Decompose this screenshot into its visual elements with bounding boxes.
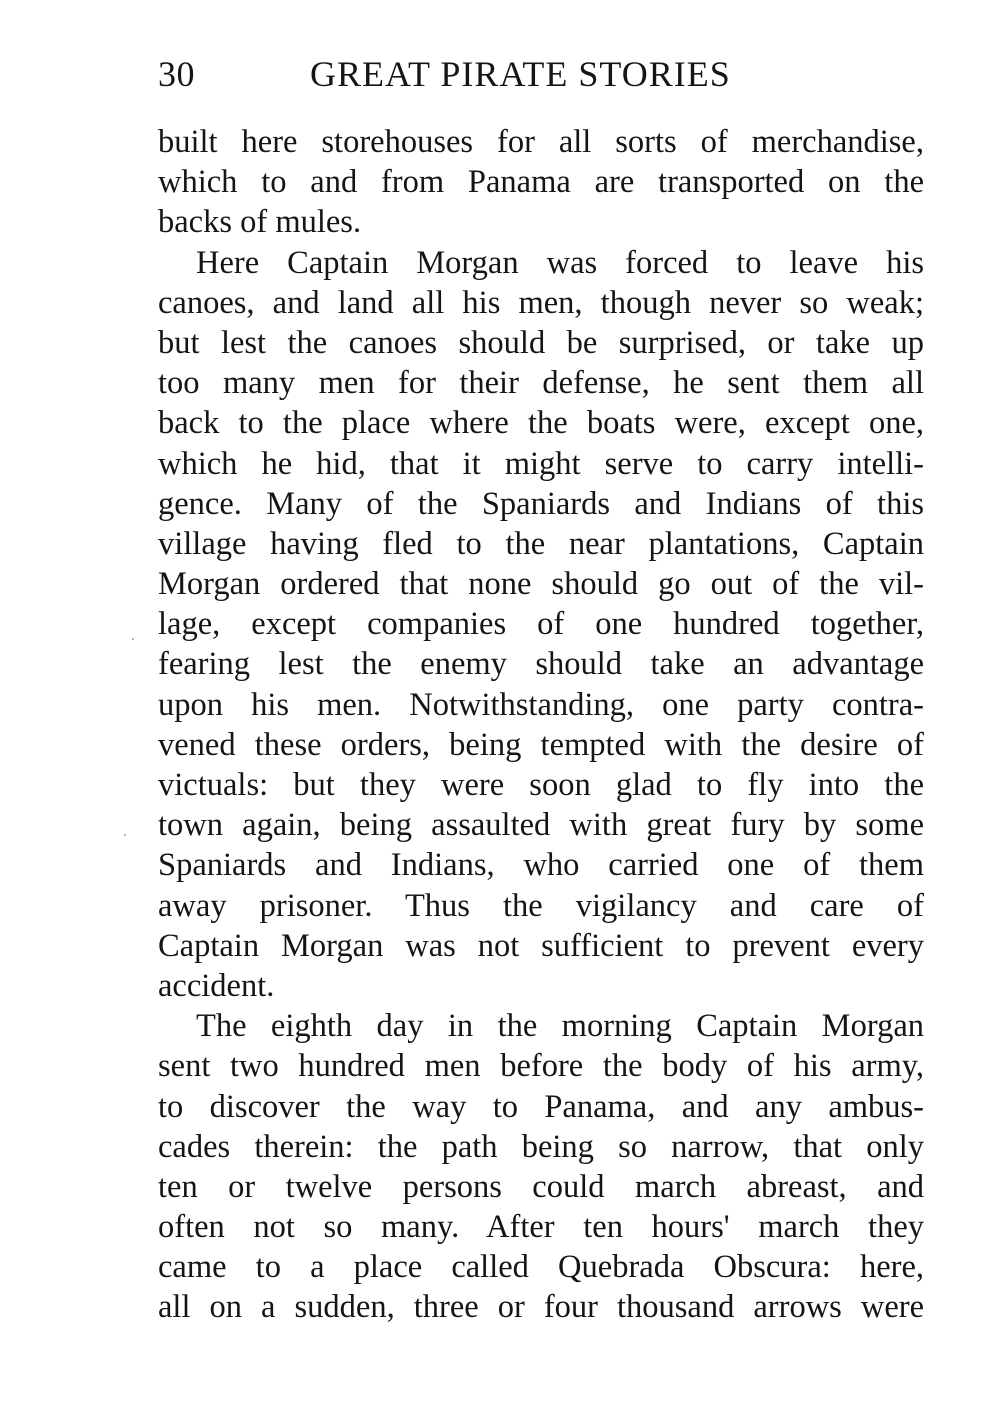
text-line: vened these orders, being tempted with the desire of xyxy=(158,726,924,763)
text-line: Captain Morgan was not sufficient to prevent every xyxy=(158,927,924,964)
text-line: victuals: but they were soon glad to fly into the xyxy=(158,767,924,803)
text-line: canoes, and land all his men, though never so weak; xyxy=(158,284,924,321)
text-line: sent two hundred men before the body of his army, xyxy=(158,1048,924,1085)
text-line: town again, being assaulted with great fury by some xyxy=(158,807,924,844)
text-line: village having fled to the near plantations, Captain xyxy=(158,525,924,562)
body-text xyxy=(158,122,924,1328)
text-line: which to and from Panama are transported on the xyxy=(158,164,924,201)
running-title: GREAT PIRATE STORIES xyxy=(310,54,731,94)
text-line: upon his men. Notwithstanding, one party contra- xyxy=(158,686,924,723)
paragraph-start-line: The eighth day in the morning Captain Morgan xyxy=(196,1008,924,1045)
text-line: backs of mules. xyxy=(158,204,362,241)
text-line: Morgan ordered that none should go out of the vil- xyxy=(158,566,924,603)
text-line: too many men for their defense, he sent them all xyxy=(158,365,924,402)
text-line: cades therein: the path being so narrow, that only xyxy=(158,1128,924,1165)
text-line: accident. xyxy=(158,967,275,1004)
text-line: away prisoner. Thus the vigilancy and care of xyxy=(158,887,924,924)
text-line: gence. Many of the Spaniards and Indians of this xyxy=(158,485,924,522)
page-header xyxy=(158,52,798,96)
text-line: to discover the way to Panama, and any ambus- xyxy=(158,1088,924,1125)
text-line: lage, except companies of one hundred together, xyxy=(158,606,924,643)
text-line: often not so many. After ten hours' march they xyxy=(158,1209,924,1246)
scan-speck xyxy=(124,834,126,836)
text-line: ten or twelve persons could march abreast, and xyxy=(158,1168,924,1205)
text-line: all on a sudden, three or four thousand arrows were xyxy=(158,1289,924,1326)
text-line: fearing lest the enemy should take an advantage xyxy=(158,646,924,683)
text-line: Spaniards and Indians, who carried one of them xyxy=(158,847,924,884)
page-number: 30 xyxy=(158,54,195,94)
text-line: built here storehouses for all sorts of merchandise, xyxy=(158,124,924,160)
text-line: back to the place where the boats were, except one, xyxy=(158,405,924,442)
text-line: which he hid, that it might serve to carry intelli- xyxy=(158,445,924,482)
paragraph-start-line: Here Captain Morgan was forced to leave his xyxy=(196,244,924,281)
text-line: came to a place called Quebrada Obscura: here, xyxy=(158,1249,924,1286)
scan-speck xyxy=(132,638,134,640)
text-line: but lest the canoes should be surprised, or take up xyxy=(158,324,924,361)
